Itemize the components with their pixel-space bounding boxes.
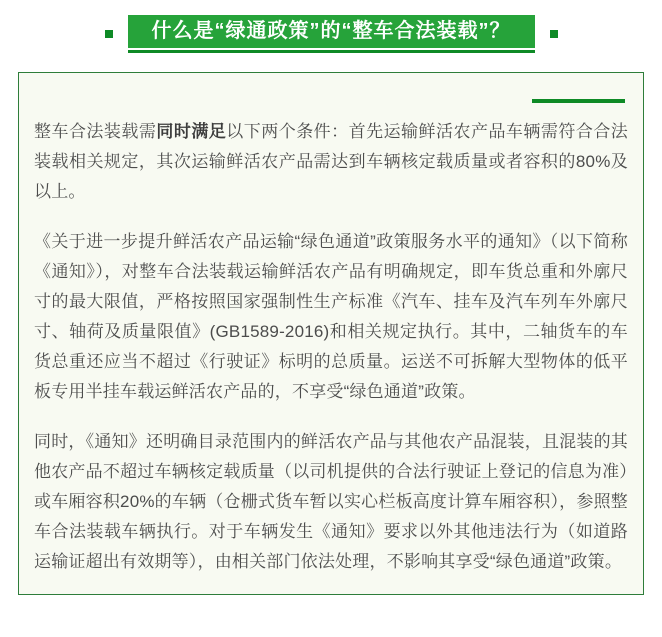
content-panel — [18, 72, 644, 595]
paragraph-conditions-bold: 同时满足 — [156, 122, 227, 141]
title-right-square-icon — [550, 30, 558, 38]
paragraph-conditions-prefix: 整车合法装载需 — [34, 122, 157, 141]
title-underline — [128, 50, 535, 53]
article-header — [0, 15, 662, 53]
decorative-green-bar — [532, 99, 625, 103]
paragraph-mixed-loading: 同时，《通知》还明确目录范围内的鲜活农产品与其他农产品混装，且混装的其他农产品不超过车辆核定载质量（以司机提供的合法行驶证上登记的信息为准）或车厢容积20%的车辆（仓栅式货车暂以实心栏板高度计算车厢容积），参照整车合法装载车辆执行。对于车辆发生《通知》要求以外其他违法行为（如道路运输证超出有效期等），由相关部门依法处理，不影响其享受“绿色通道”政策。 — [34, 432, 628, 571]
paragraph-notice-regulation: 《关于进一步提升鲜活农产品运输“绿色通道”政策服务水平的通知》（以下简称《通知》），对整车合法装载运输鲜活农产品有明确规定，即车货总重和外廓尺寸的最大限值，严格按照国家强制性生产标准《汽车、挂车及汽车列车外廓尺寸、轴荷及质量限值》(GB1589-2016)和相关规定执行。其中，二轴货车的车货总重还应当不超过《行驶证》标明的总质量。运送不可拆解大型物体的低平板专用半挂车载运鲜活农产品的，不享受“绿色通道”政策。 — [34, 232, 628, 401]
title-banner — [128, 15, 535, 53]
page-title: 什么是“绿通政策”的“整车合法装载”？ — [128, 15, 535, 48]
paragraph-conditions — [34, 117, 628, 207]
paragraph-conditions-rest: 以下两个条件：首先运输鲜活农产品车辆需符合合法装载相关规定，其次运输鲜活农产品需达到车辆核定载质量或者容积的80%及以上。 — [34, 122, 628, 201]
title-left-square-icon — [105, 30, 113, 38]
